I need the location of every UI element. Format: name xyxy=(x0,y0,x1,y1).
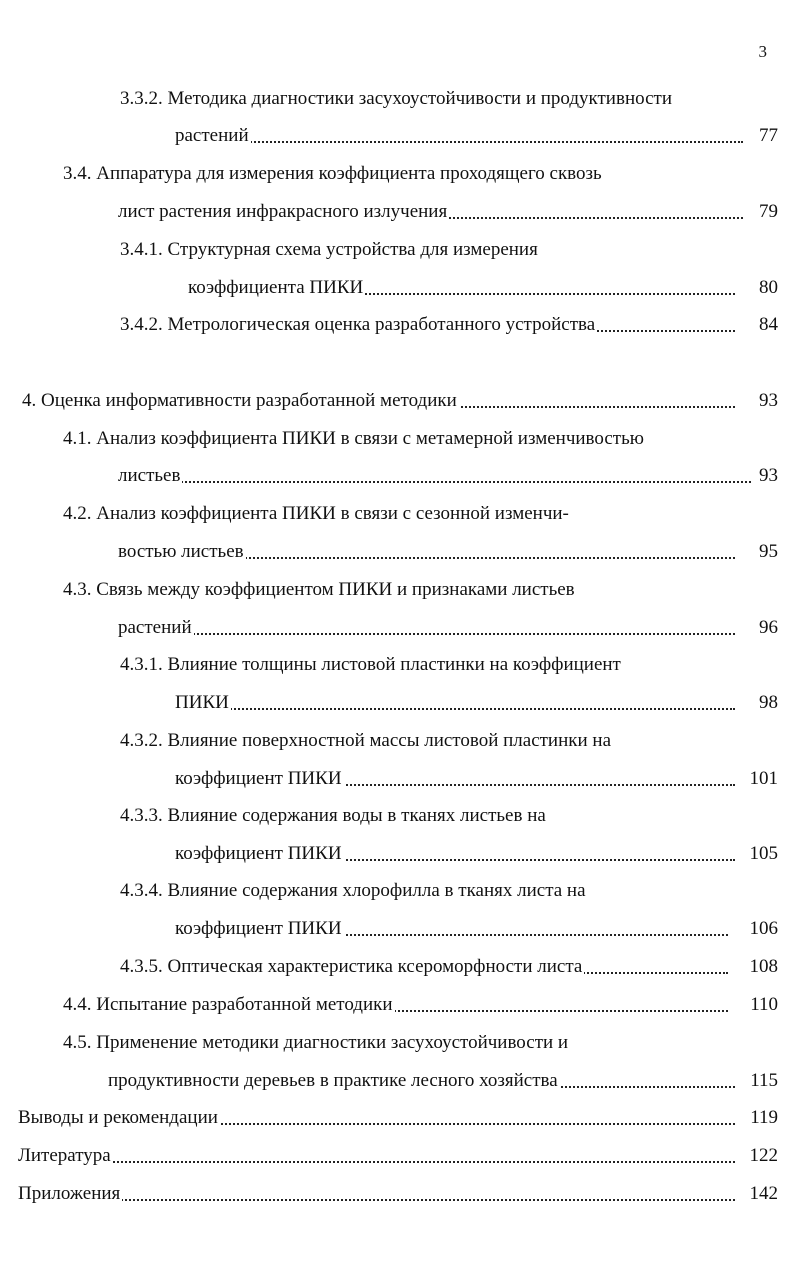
toc-entry-4-2-cont: востью листьев xyxy=(118,538,735,566)
toc-entry-4: 4. Оценка информативности разработанной методики xyxy=(22,387,735,415)
toc-page-number: 96 xyxy=(759,617,778,638)
toc-entry-3-4-1: 3.4.1. Структурная схема устройства для измерения xyxy=(120,239,538,260)
toc-entry-4-1-cont: листьев xyxy=(118,462,751,490)
toc-page-number: 77 xyxy=(759,125,778,146)
toc-entry-3-4: 3.4. Аппаратура для измерения коэффициента проходящего сквозь xyxy=(63,163,602,184)
toc-entry-3-3-2: 3.3.2. Методика диагностики засухоустойчивости и продуктивности xyxy=(120,88,672,109)
toc-entry-4-3-2: 4.3.2. Влияние поверхностной массы листовой пластинки на xyxy=(120,730,612,751)
toc-entry-4-3-1: 4.3.1. Влияние толщины листовой пластинки на коэффициент xyxy=(120,654,621,675)
toc-page-number: 80 xyxy=(759,277,778,298)
toc-entry-4-3-1-cont: ПИКИ xyxy=(175,689,735,717)
toc-entry-conclusions: Выводы и рекомендации xyxy=(18,1104,735,1132)
toc-entry-4-4: 4.4. Испытание разработанной методики xyxy=(63,991,728,1019)
toc-entry-4-3-3-cont: коэффициент ПИКИ xyxy=(175,840,735,868)
toc-page-number: 119 xyxy=(750,1107,778,1128)
toc-entry-literature: Литература xyxy=(18,1142,735,1170)
toc-entry-4-3-cont: растений xyxy=(118,614,735,642)
toc-entry-3-4-cont: лист растения инфракрасного излучения xyxy=(118,198,743,226)
toc-entry-appendices: Приложения xyxy=(18,1180,735,1208)
toc-entry-4-3: 4.3. Связь между коэффициентом ПИКИ и признаками листьев xyxy=(63,579,575,600)
toc-entry-4-3-2-cont: коэффициент ПИКИ xyxy=(175,765,735,793)
toc-entry-4-1: 4.1. Анализ коэффициента ПИКИ в связи с метамерной изменчивостью xyxy=(63,428,644,449)
toc-page-number: 110 xyxy=(750,994,778,1015)
toc-entry-4-3-4-cont: коэффициент ПИКИ xyxy=(175,915,728,943)
toc-entry-4-3-5: 4.3.5. Оптическая характеристика ксероморфности листа xyxy=(120,953,728,981)
toc-page-number: 98 xyxy=(759,692,778,713)
toc-page-number: 95 xyxy=(759,541,778,562)
toc-entry-4-3-3: 4.3.3. Влияние содержания воды в тканях листьев на xyxy=(120,805,546,826)
toc-page-number: 93 xyxy=(759,390,778,411)
toc-page-number: 101 xyxy=(749,768,778,789)
toc-page-number: 105 xyxy=(749,843,778,864)
page-number: 3 xyxy=(758,42,767,61)
toc-entry-4-5: 4.5. Применение методики диагностики засухоустойчивости и xyxy=(63,1032,569,1053)
toc-entry-3-4-2: 3.4.2. Метрологическая оценка разработанного устройства xyxy=(120,311,735,339)
toc-page-number: 93 xyxy=(759,465,778,486)
toc-entry-4-2: 4.2. Анализ коэффициента ПИКИ в связи с сезонной изменчи- xyxy=(63,503,569,524)
toc-entry-4-3-4: 4.3.4. Влияние содержания хлорофилла в тканях листа на xyxy=(120,880,586,901)
toc-entry-3-4-1-cont: коэффициента ПИКИ xyxy=(188,274,735,302)
toc-entry-4-5-cont: продуктивности деревьев в практике лесного хозяйства xyxy=(108,1067,735,1095)
toc-page-number: 84 xyxy=(759,314,778,335)
toc-page-number: 122 xyxy=(749,1145,778,1166)
toc-entry-3-3-2-cont: растений xyxy=(175,122,743,150)
toc-page-number: 106 xyxy=(749,918,778,939)
toc-page-number: 79 xyxy=(759,201,778,222)
toc-page-number: 108 xyxy=(749,956,778,977)
toc-page-number: 115 xyxy=(750,1070,778,1091)
toc-page-number: 142 xyxy=(749,1183,778,1204)
